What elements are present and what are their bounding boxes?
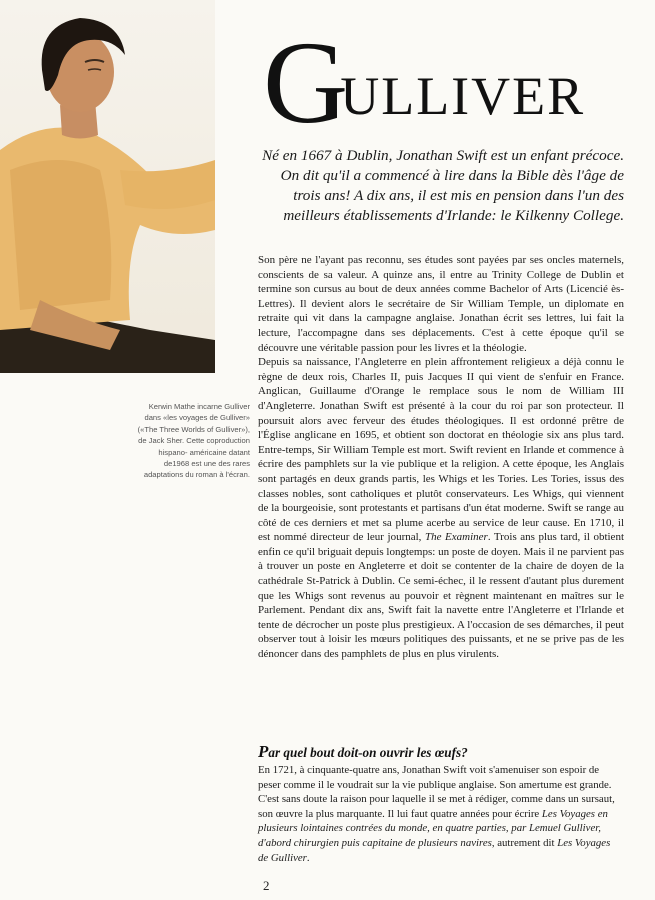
article-body [258,253,624,662]
page-number: 2 [263,878,270,893]
section-body [258,763,618,865]
title-rest: ULLIVER [340,66,586,126]
body-paragraph-2 [258,355,624,661]
section-text-end: . [306,851,310,864]
title-initial: G [263,17,347,148]
body-paragraph-2-part-2: . Trois ans plus tard, il obtient enfin ce qu'il briguait depuis longtemps: un poste de doyen. Mais il ne parvient pas à trouver un poste en Angleterre et doit se contenter de la chaire de doyen de la cathédrale St-Patrick à Dublin. Ce semi-échec, il le ressent d'autant plus durement que les Whigs sont revenus au pouvoir et règnent maintenant en maîtres sur le Parlement. Pendant dix ans, Swift fait la navette entre l'Angleterre et l'Irlande et tente de décrocher un poste plus prestigieux. A l'occasion de ses démarches, il peut observer tout à loisir les mœurs politiques des puissants, et ne se prive pas de les dénoncer dans des pamphlets de plus en plus virulents. [258,531,624,661]
body-paragraph-2-part-1: Depuis sa naissance, l'Angleterre en plein affrontement religieux a déjà connu le règne de deux rois, Charles II, puis Jacques II qui vient de s'enfuir en France. Anglican, Guillaume d'Orange le remplace sous le nom de William III d'Angleterre. Jonathan Swift est présenté à la cour du roi par son protecteur. Il poursuit alors avec ferveur des études théologiques. Il est ordonné prêtre de l'Église anglicane en 1695, et obtient son doctorat en théologie six ans plus tard. Entre-temps, Sir William Temple est mort. Swift revient en Irlande et commence à écrire des pamphlets sur la vie publique et la religion. A cette époque, les Anglais sont partagés en deux grands partis, les Whigs et les Tories. Les Tories, issus des classes nobles, sont catholiques et plutôt conservateurs. Les Whigs, qui viennent de la bourgeoisie, sont protestants et partisans d'un état moderne. Swift se range au côté de ces derniers et met sa plume acerbe au service de leur cause. En 1710, il est nommé directeur de leur journal, [258,356,624,544]
lead-paragraph: Né en 1667 à Dublin, Jonathan Swift est un enfant précoce. On dit qu'il a commencé à lire dans la Bible dès l'âge de trois ans! A dix ans, il est mis en pension dans l'un des meilleurs établissements d'Irlande: le Kilkenny College. [262,147,624,224]
actor-illustration [0,0,215,373]
subheading-rest: ar quel bout doit-on ouvrir les œufs? [268,745,468,760]
body-paragraph-1: Son père ne l'ayant pas reconnu, ses études sont payées par ses oncles maternels, conscients de sa valeur. A quinze ans, il entre au Trinity College de Dublin et termine son cursus au bout de deux années comme Bachelor of Arts (Licencié ès-Lettres). Il devient alors le secrétaire de Sir William Temple, un diplomate en retraite qui vit dans la campagne anglaise. Jonathan écrit ses lettres, lui fait la lecture, l'accompagne dans ses déplacements. C'est à cette époque qu'il se découvre une véritable passion pour les livres et la théologie. [258,254,624,354]
photo-caption: Kerwin Mathe incarne Gulliver dans «les voyages de Gulliver» («The Three Worlds of Gulliver»), de Jack Sher. Cette coproduction hispano- américaine datant de1968 est une des rares adaptations du roman à l'écran. [137,402,250,480]
section-subheading [258,742,624,762]
book-short-title: Les Voyages de Gulliver [258,836,611,864]
section-text: En 1721, à cinquante-quatre ans, Jonathan Swift voit s'amenuiser son espoir de peser comme il le voudrait sur la vie publique anglaise. Son amertume est grande. C'est sans doute la raison pour laquelle il se met à rédiger, comme dans un sursaut, son œuvre la plus marquante. Il lui faut quatre années pour écrire [258,764,615,820]
book-full-title: Les Voyages en plusieurs lointaines contrées du monde, en quatre parties, par Lemuel Gulliver, d'abord chirurgien puis capitaine de plusieurs navires [258,807,608,849]
section-text-mid: , autrement dit [491,836,558,849]
journal-name: The Examiner [424,531,488,544]
actor-photo [0,0,215,373]
article-title [263,17,586,148]
subheading-initial: P [258,742,269,761]
